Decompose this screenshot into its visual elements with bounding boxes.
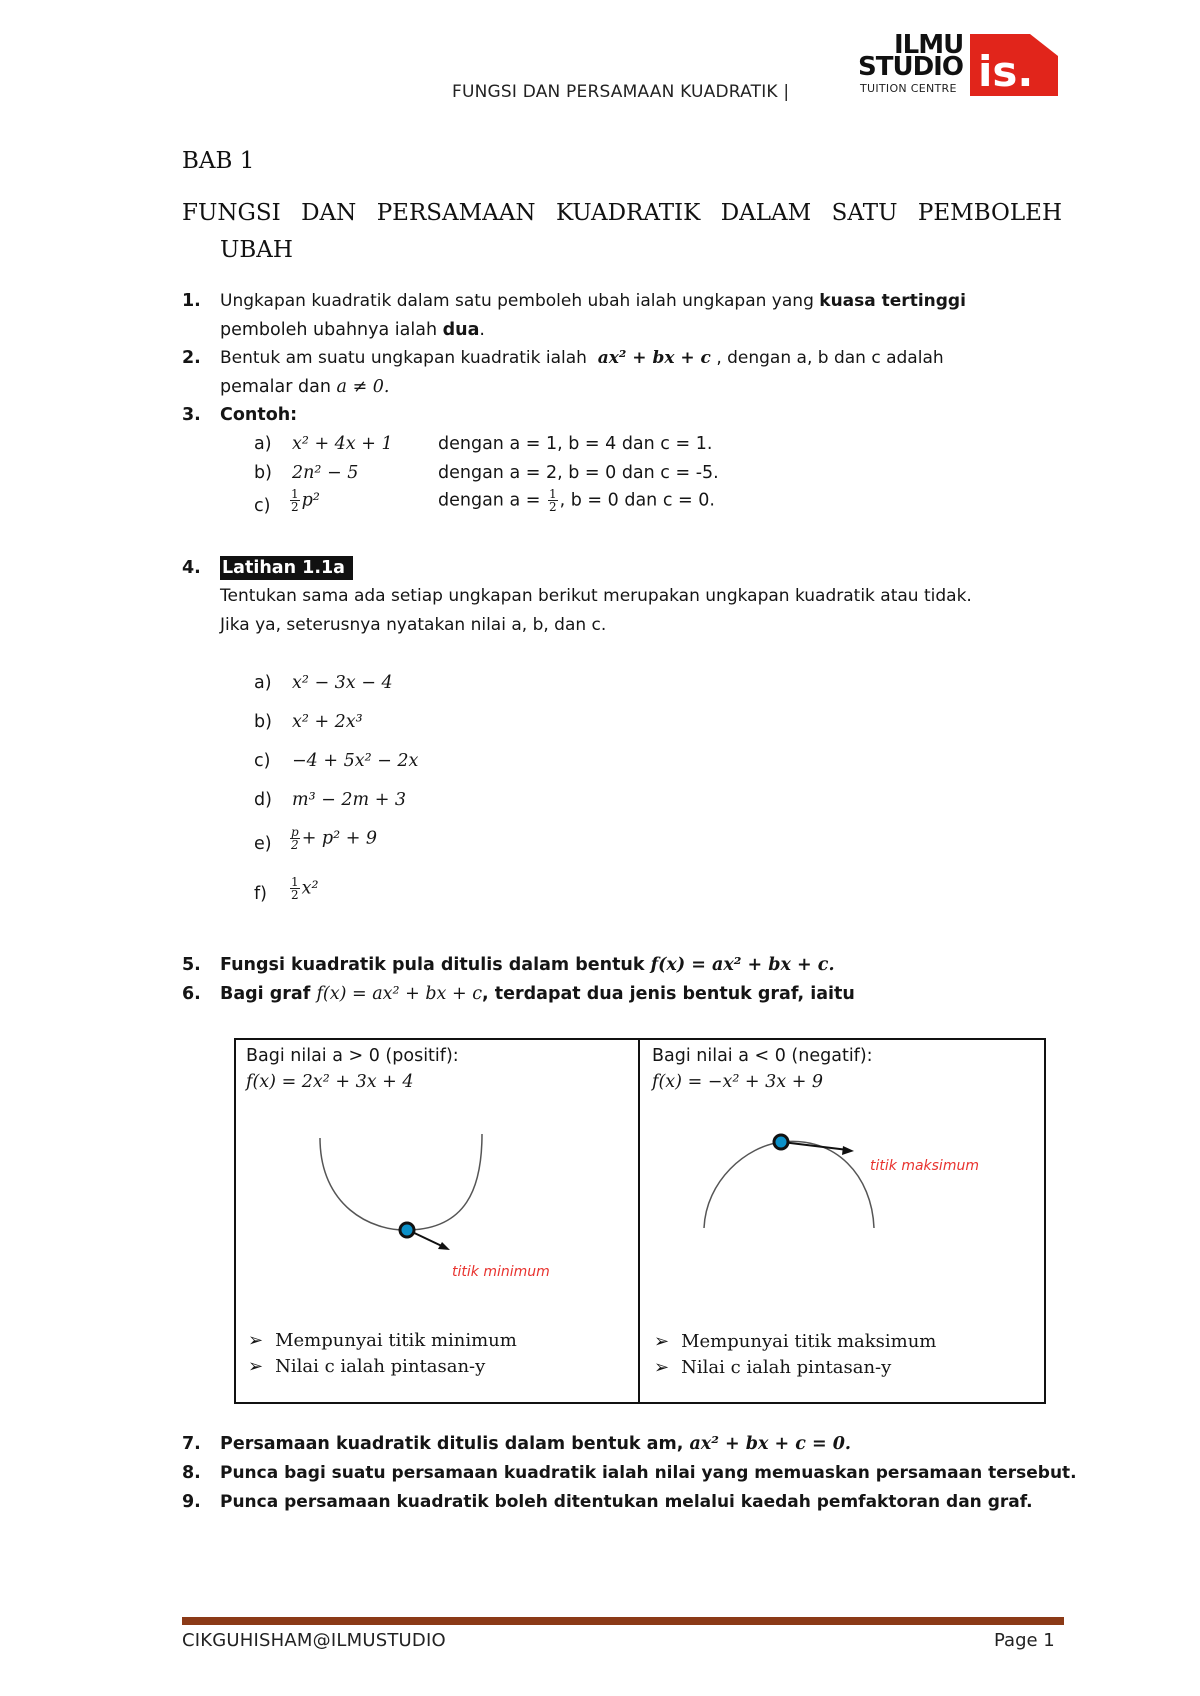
arrowhead-bullet-icon: ➢ [248,1356,264,1377]
exercise-letter-c: c) [254,751,271,771]
exercise-letter-d: d) [254,790,272,810]
fraction-half-2: $\frac{1}{2}$ [548,487,557,514]
example-expr-b: 2n² − 5 [292,463,359,483]
svg-text:is.: is. [978,47,1034,96]
upward-parabola-graph [300,1120,500,1250]
item-2-line-1 [220,348,944,368]
exercise-expr-a: x² − 3x − 4 [292,673,393,693]
examples-label: Contoh: [220,405,298,425]
ilmu-studio-logo [858,30,1058,98]
header-title: FUNGSI DAN PERSAMAAN KUADRATIK | [452,82,790,102]
exercise-expr-e: $\frac{p}{2}$ + p² + 9 [291,825,378,852]
example-letter-a: a) [254,434,272,454]
item-number-6: 6. [182,984,201,1004]
exercise-letter-f: f) [254,884,267,904]
item-5-line [220,955,835,975]
chapter-title-cont: UBAH [220,237,293,263]
logo-line-tuition: TUITION CENTRE [860,82,957,95]
example-desc-b: dengan a = 2, b = 0 dan c = -5. [438,463,719,483]
right-cell-heading: Bagi nilai a < 0 (negatif): [652,1046,873,1066]
item-4-line-2: Jika ya, seterusnya nyatakan nilai a, b, dan c. [220,615,607,635]
item-5-function-form: f(x) = ax² + bx + c. [650,955,835,975]
right-bullet-1: ➢ Mempunyai titik maksimum [654,1331,937,1352]
exercise-expr-b: x² + 2x³ [292,712,363,732]
item-4-line-1: Tentukan sama ada setiap ungkapan berikut merupakan ungkapan kuadratik atau tidak. [220,586,972,606]
item-number-1: 1. [182,291,201,311]
item-1-line-1 [220,291,1062,311]
left-bullet-1: ➢ Mempunyai titik minimum [248,1330,517,1351]
page-number: Page 1 [994,1630,1055,1651]
item-2-condition: a ≠ 0. [336,377,390,397]
item-number-7: 7. [182,1434,201,1454]
min-point-label: titik minimum [452,1264,550,1280]
item-5-text: Fungsi kuadratik pula ditulis dalam bentuk [220,955,645,975]
item-7-text: Persamaan kuadratik ditulis dalam bentuk am, [220,1434,684,1454]
chapter-number: BAB 1 [182,148,255,174]
item-2-text: Bentuk am suatu ungkapan kuadratik ialah [220,348,587,368]
item-2-line-2 [220,377,389,397]
exercise-expr-f: $\frac{1}{2}$ x² [291,875,319,902]
latihan-label: Latihan 1.1a [220,556,353,580]
example-expr-a: x² + 4x + 1 [292,434,393,454]
logo-line-ilmu: ILMU [894,30,964,60]
example-desc-a: dengan a = 1, b = 4 dan c = 1. [438,434,713,454]
item-1-text: Ungkapan kuadratik dalam satu pemboleh ubah ialah ungkapan yang [220,291,814,311]
item-7-equation-form: ax² + bx + c = 0. [689,1434,852,1454]
logo-is-mark-icon [970,34,1058,96]
left-bullet-2: ➢ Nilai c ialah pintasan-y [248,1356,486,1377]
fraction-half: $\frac{1}{2}$ [291,487,299,514]
example-letter-b: b) [254,463,272,483]
item-9-line: Punca persamaan kuadratik boleh ditentukan melalui kaedah pemfaktoran dan graf. [220,1492,1033,1512]
item-number-3: 3. [182,405,201,425]
item-2-text-b: , dengan a, b dan c adalah [716,348,944,368]
downward-parabola-graph [696,1126,886,1256]
exercise-expr-d: m³ − 2m + 3 [292,790,407,810]
footer-divider [182,1617,1064,1625]
right-cell-function: f(x) = −x² + 3x + 9 [652,1072,824,1092]
item-1-line-2 [220,320,485,340]
fraction-half-3: $\frac{1}{2}$ [291,875,299,902]
logo-line-studio: STUDIO [858,52,963,82]
right-bullet-2: ➢ Nilai c ialah pintasan-y [654,1357,892,1378]
item-2-text-2: pemalar dan [220,377,331,397]
arrowhead-bullet-icon: ➢ [654,1357,670,1378]
item-number-4: 4. [182,558,201,578]
item-1-emphasis-2: dua [442,320,480,340]
item-1-period: . [479,320,485,340]
exercise-letter-a: a) [254,673,272,693]
item-2-general-form: ax² + bx + c [597,348,711,368]
exercise-expr-c: −4 + 5x² − 2x [292,751,419,771]
item-7-line [220,1434,851,1454]
left-cell-heading: Bagi nilai a > 0 (positif): [246,1046,459,1066]
item-6-text-b: , terdapat dua jenis bentuk graf, iaitu [482,984,855,1004]
item-1-emphasis: kuasa tertinggi [819,291,966,311]
item-number-5: 5. [182,955,201,975]
item-6-text: Bagi graf [220,984,311,1004]
footer-author: CIKGUHISHAM@ILMUSTUDIO [182,1630,446,1651]
item-number-2: 2. [182,348,201,368]
exercise-letter-b: b) [254,712,272,732]
item-6-line [220,984,855,1004]
item-number-8: 8. [182,1463,201,1483]
exercise-letter-e: e) [254,834,272,854]
chapter-title: FUNGSI DAN PERSAMAAN KUADRATIK DALAM SATU PEMBOLEH [182,200,1062,226]
max-point-label: titik maksimum [870,1158,979,1174]
example-letter-c: c) [254,496,271,516]
example-desc-c: dengan a = $\frac{1}{2}$ , b = 0 dan c = 0. [438,487,715,514]
item-8-line: Punca bagi suatu persamaan kuadratik ialah nilai yang memuaskan persamaan tersebut. [220,1463,1077,1483]
arrowhead-bullet-icon: ➢ [654,1331,670,1352]
left-cell-function: f(x) = 2x² + 3x + 4 [246,1072,414,1092]
item-number-9: 9. [182,1492,201,1512]
fraction-p-over-2: $\frac{p}{2}$ [291,825,299,852]
item-6-function-form: f(x) = ax² + bx + c [316,984,483,1004]
table-divider [638,1038,640,1404]
example-expr-c: $\frac{1}{2}$ p² [291,487,320,514]
item-1-text-2: pemboleh ubahnya ialah [220,320,438,340]
arrowhead-bullet-icon: ➢ [248,1330,264,1351]
